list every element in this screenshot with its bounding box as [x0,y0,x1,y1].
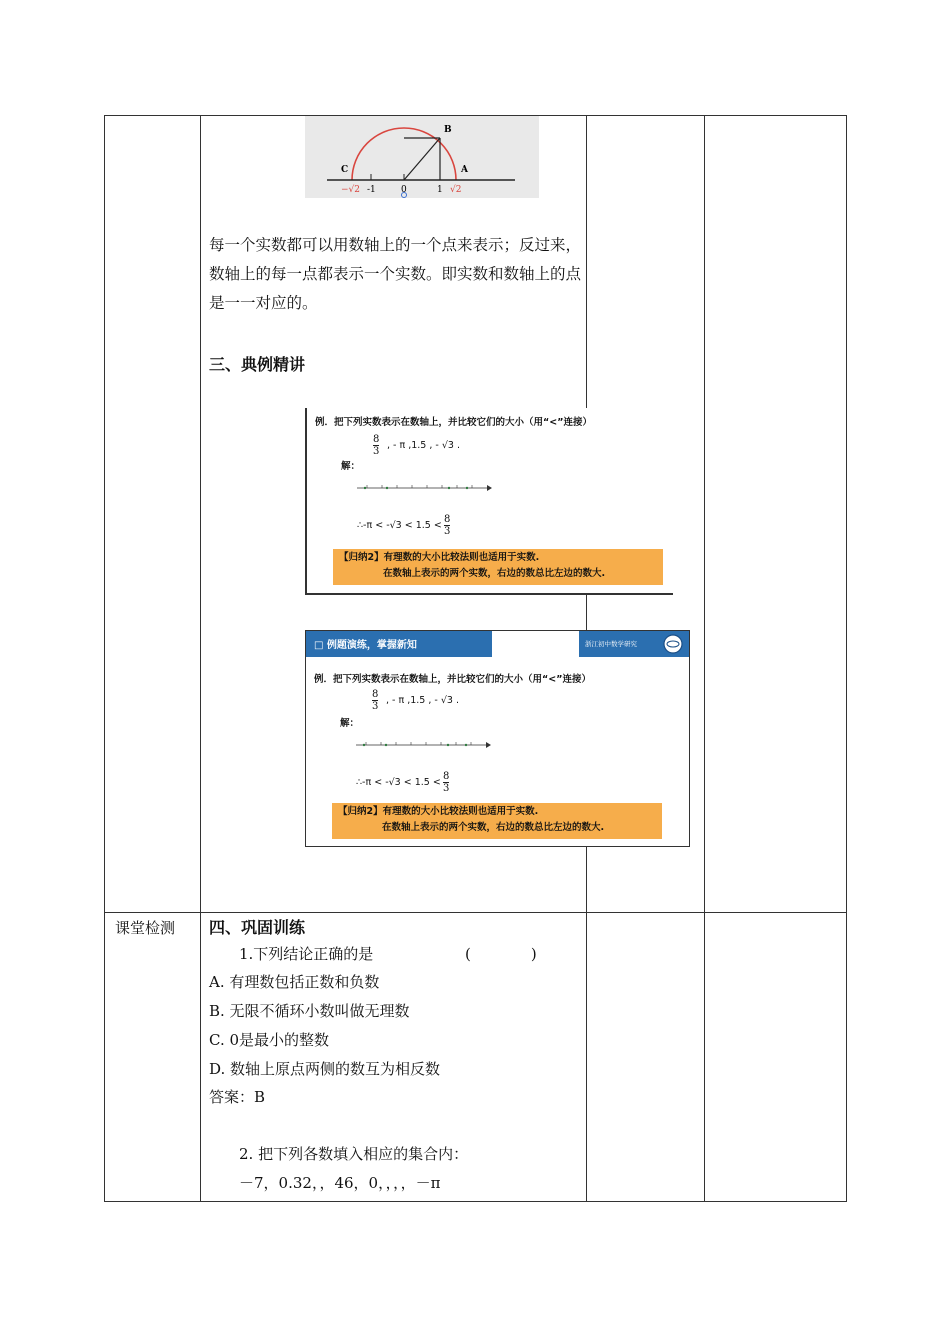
q2-numbers: －7，0.32，，46，0，，，，－π [239,1174,441,1192]
tick-zero: 0 [401,185,407,195]
label-c: C [341,165,349,175]
correspondence-paragraph: 每一个实数都可以用数轴上的一个点来表示；反过来，数轴上的每一点都表示一个实数。即实数和数轴上的点是一一对应的。 [209,236,582,312]
example-number-list: , - π ,1.5 , - √3 . [387,440,460,451]
content-cell-2 [201,913,587,1202]
example-prompt: 例．把下列实数表示在数轴上，并比较它们的大小（用“<”连接） [315,417,592,428]
tick-neg-sqrt2: −√2 [341,185,361,195]
example-conclusion-2: ∴-π < -√3 < 1.5 < [356,777,441,788]
content-cell-1 [201,116,637,913]
solution-label-2: 解： [340,718,360,729]
q2-stem: 2. 把下列各数填入相应的集合内： [239,1145,469,1163]
brand-logo-icon [663,634,683,654]
example-numberline [357,472,492,498]
heading-example: 三、典例精讲 [209,355,306,374]
q1-answer: 答案：B [209,1088,266,1106]
q1-answer-paren: ( ) [465,945,537,963]
blank-cell-2a [587,913,705,1202]
fraction-8-3-2: $\frac{8}{3}$ [372,689,379,712]
conclusion-fraction: $\frac{8}{3}$ [444,514,451,537]
tick-neg1: -1 [367,185,376,195]
example-slide-2 [305,630,690,847]
q1-option-a: A. 有理数包括正数和负数 [209,973,380,991]
example-conclusion: ∴-π < -√3 < 1.5 < [357,520,442,531]
summary-note: 【归纳2】有理数的大小比较法则也适用于实数. 在数轴上表示的两个实数，右边的数总比左边的数大. [333,549,663,585]
q1-option-d: D. 数轴上原点两侧的数互为相反数 [209,1060,441,1078]
section-label-check: 课堂检测 [115,919,176,937]
label-cell-empty [105,116,201,913]
example-number-list-2: , - π ,1.5 , - √3 . [386,695,459,706]
blank-cell-2b [705,913,847,1202]
example-prompt-2: 例．把下列实数表示在数轴上，并比较它们的大小（用“<”连接） [314,674,591,685]
solution-label: 解： [341,461,361,472]
numberline-diagram [305,116,539,198]
banner-title: □ 例题演练，掌握新知 [314,640,417,651]
label-cell-check [105,913,201,1202]
label-b: B [444,125,452,135]
label-a: A [461,165,468,175]
summary-note-2: 【归纳2】有理数的大小比较法则也适用于实数. 在数轴上表示的两个实数，右边的数总比左边的数大. [332,803,662,839]
q1-option-b: B. 无限不循环小数叫做无理数 [209,1002,410,1020]
fraction-8-3: $\frac{8}{3}$ [373,434,380,457]
tick-sqrt2: √2 [450,185,462,195]
conclusion-fraction-2: $\frac{8}{3}$ [443,771,450,794]
example-numberline-2 [356,729,491,755]
blank-cell-1b [705,116,847,913]
slide-banner [306,631,689,657]
numberline-photo [305,116,539,198]
tick-one: 1 [437,185,443,195]
heading-practice: 四、巩固训练 [209,918,306,937]
banner-brand: 浙江初中数学研究 [585,640,637,648]
lesson-table [104,115,847,1202]
example-slide-1 [305,408,673,595]
q1-option-c: C. 0是最小的整数 [209,1031,330,1049]
q1-stem: 1.下列结论正确的是 [239,945,374,963]
